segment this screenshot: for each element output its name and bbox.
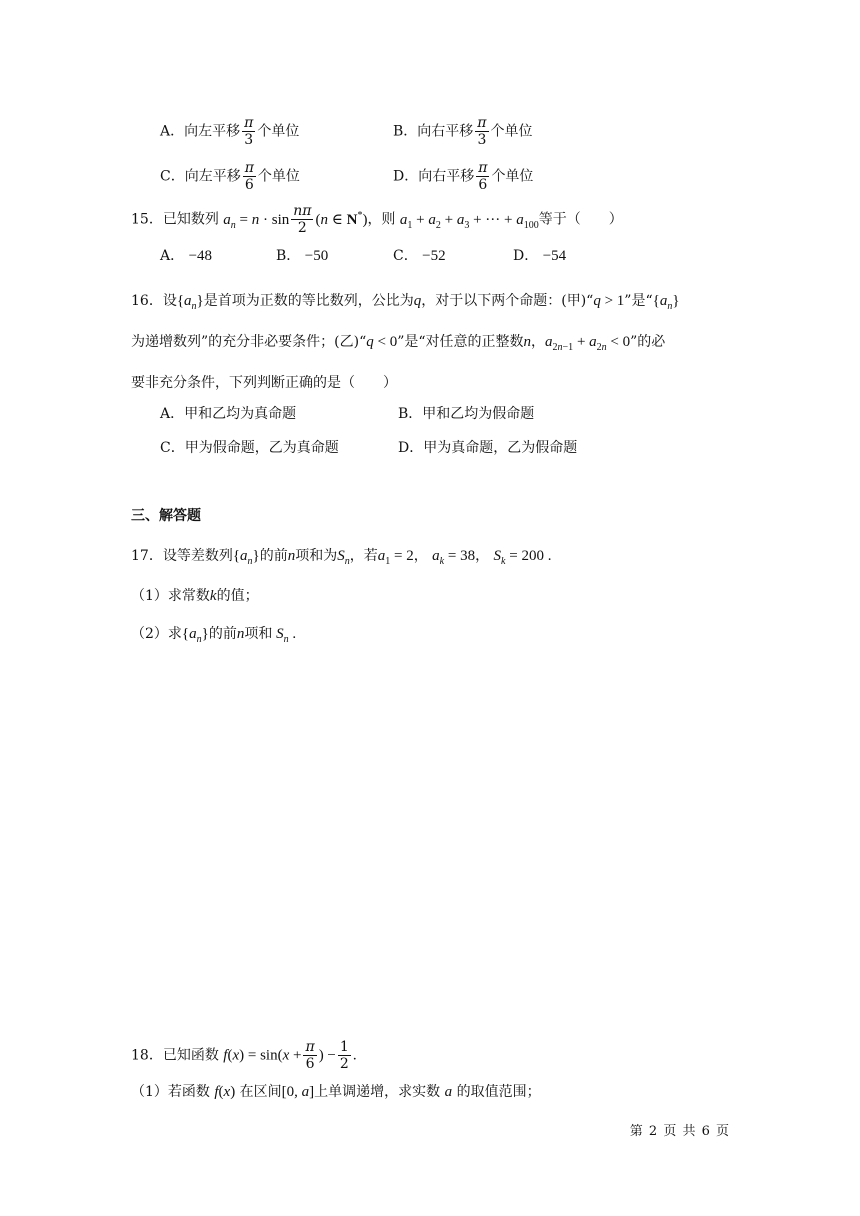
- formula-n: n: [236, 626, 245, 642]
- fraction: [242, 116, 255, 147]
- question-number: 17．: [131, 548, 163, 564]
- numerator: π: [305, 1039, 315, 1055]
- q16-line-2: [131, 332, 665, 358]
- option-label: B．: [398, 406, 423, 422]
- q16-line-3: [131, 373, 397, 393]
- question-text: 的值；: [216, 588, 259, 604]
- formula-an: $a_n = n \cdot \sin$: [223, 211, 290, 231]
- formula-domain: (n ∈ N*): [315, 209, 368, 228]
- page-footer: 第 2 页 共 6 页: [629, 1124, 730, 1139]
- option-label: D．: [513, 248, 539, 264]
- option-text: 个单位: [257, 123, 300, 140]
- option-text: 个单位: [490, 123, 533, 140]
- formula-k: k: [209, 588, 217, 604]
- numerator: π: [478, 160, 488, 176]
- formula-q-lt-0: q < 0: [366, 334, 398, 350]
- formula-sum: $a_1 + a_2 + a_3$ + ··· + $a_{100}$: [399, 211, 539, 231]
- question-text: 上单调递增，求实数: [314, 1084, 441, 1100]
- question-text: ，对于以下两个命题：(甲)“: [421, 293, 594, 309]
- question-text: 在区间: [239, 1084, 282, 1100]
- fraction: [303, 1040, 316, 1071]
- question-text: 已知函数: [162, 1047, 219, 1064]
- fraction: [291, 204, 313, 235]
- question-number: 16．: [131, 293, 163, 309]
- formula-n: n: [287, 548, 296, 564]
- option-text: 甲和乙均为真命题: [184, 406, 297, 422]
- fraction: [475, 116, 488, 147]
- denominator: 6: [244, 177, 254, 193]
- option-label: A．: [160, 248, 185, 264]
- option-text: 甲为假命题，乙为真命题: [184, 440, 339, 456]
- numerator: π: [477, 115, 487, 131]
- q16-option-b: [398, 404, 534, 424]
- option-value: −54: [542, 248, 567, 264]
- question-text: 设等差数列: [162, 548, 233, 564]
- option-text: 个单位: [257, 168, 300, 185]
- q15-option-a: [160, 246, 212, 266]
- option-label: D．: [398, 440, 424, 456]
- option-label: C．: [160, 168, 185, 185]
- formula-interval: [0, a]: [281, 1084, 315, 1100]
- q16-option-a: [160, 404, 296, 424]
- question-text: （1）若函数: [131, 1084, 210, 1100]
- option-text: 向右平移: [418, 168, 475, 185]
- q16-option-c: [160, 438, 339, 458]
- numerator: nπ: [293, 203, 312, 219]
- question-text: ”是“对任意的正整数: [397, 334, 524, 350]
- formula-q: q: [413, 293, 422, 309]
- denominator: 6: [305, 1056, 315, 1072]
- formula-sum-neg: $a_{2n-1} + a_{2n} < 0$: [545, 334, 631, 353]
- question-text: ，: [413, 548, 428, 564]
- option-label: A．: [160, 123, 185, 140]
- question-text: 为递增数列”的充分非必要条件；(乙)“: [131, 334, 367, 350]
- question-text: 是首项为正数的等比数列，公比为: [203, 293, 414, 309]
- question-text: 的前: [259, 548, 288, 564]
- q15-option-c: [393, 246, 446, 266]
- q14-option-d: [393, 161, 533, 192]
- fraction: [243, 161, 256, 192]
- formula-f-tail: ) −: [318, 1047, 336, 1064]
- q18-stem: 18．已知函数 f(x) = sin(x + $\frac{\pi}{6}$ ) − $\frac{1}{2}$ .: [131, 1039, 357, 1072]
- question-text: 等于（ ）: [538, 211, 623, 228]
- q17-sub-1: [131, 586, 259, 606]
- denominator: 2: [297, 220, 307, 236]
- formula-q-gt-1: q > 1: [593, 293, 625, 309]
- question-text: ，: [475, 548, 490, 564]
- formula-n: n: [523, 334, 532, 350]
- formula-f: f(x) = sin(x +: [223, 1047, 302, 1064]
- option-label: D．: [393, 168, 419, 185]
- question-text: 已知数列: [162, 211, 219, 228]
- question-text: 要非充分条件，下列判断正确的是（ ）: [131, 375, 397, 391]
- option-label: C．: [393, 248, 418, 264]
- denominator: 2: [339, 1056, 349, 1072]
- q16-line-1: [131, 291, 680, 317]
- formula-sn: $S_n$: [337, 548, 350, 567]
- question-text: 项和为: [295, 548, 338, 564]
- formula-fx: f(x): [214, 1084, 236, 1100]
- formula-seq: $\{a_n\}$: [176, 293, 204, 312]
- q16-option-d: [398, 438, 577, 458]
- q14-option-a: [160, 116, 299, 147]
- option-label: B．: [393, 123, 418, 140]
- q15-stem: [131, 204, 623, 236]
- section-title: 三、解答题: [131, 508, 201, 524]
- denominator: 3: [477, 132, 487, 148]
- question-text: 设: [162, 293, 177, 309]
- option-label: C．: [160, 440, 185, 456]
- question-text: 项和: [244, 626, 273, 642]
- option-text: 向左平移: [184, 123, 241, 140]
- fraction: [338, 1040, 351, 1071]
- question-text: 的前: [208, 626, 237, 642]
- formula-ak: $a_k = 38$: [432, 548, 476, 567]
- question-text: ，: [531, 334, 546, 350]
- option-label: B．: [276, 248, 301, 264]
- formula-sk: $S_k = 200$ .: [493, 548, 552, 567]
- formula-a1: $a_1 = 2$: [377, 548, 414, 567]
- question-text: 的取值范围；: [456, 1084, 541, 1100]
- option-value: −52: [422, 248, 446, 264]
- question-text: ，则: [367, 211, 396, 228]
- q15-option-b: [276, 246, 328, 266]
- q14-option-c: [160, 161, 300, 192]
- formula-seq: $\{a_n\}$: [232, 548, 260, 567]
- formula-seq: $\{a_n\}$: [652, 293, 680, 312]
- question-text: （1）求常数: [131, 588, 210, 604]
- question-number: 15．: [131, 211, 163, 228]
- option-text: 向左平移: [184, 168, 241, 185]
- option-text: 个单位: [491, 168, 534, 185]
- numerator: π: [244, 115, 254, 131]
- q14-option-b: [393, 116, 533, 147]
- q17-stem: [131, 546, 551, 572]
- option-value: −50: [304, 248, 329, 264]
- question-number: 18．: [131, 1047, 163, 1064]
- option-text: 向右平移: [417, 123, 474, 140]
- numerator: π: [244, 160, 254, 176]
- option-text: 甲为真命题，乙为假命题: [423, 440, 578, 456]
- option-text: 甲和乙均为假命题: [422, 406, 535, 422]
- q18-sub-1: [131, 1082, 541, 1102]
- numerator: 1: [339, 1039, 349, 1055]
- question-text: ”的必: [630, 334, 666, 350]
- question-text: ”是“: [624, 293, 653, 309]
- question-text: ，若: [349, 548, 378, 564]
- option-label: A．: [160, 406, 185, 422]
- denominator: 3: [244, 132, 254, 148]
- q15-option-d: [513, 246, 566, 266]
- q17-sub-2: [131, 624, 296, 650]
- question-text: （2）求: [131, 626, 182, 642]
- denominator: 6: [478, 177, 488, 193]
- formula-seq: $\{a_n\}$: [181, 626, 209, 645]
- option-value: −48: [188, 248, 213, 264]
- formula-sn: $S_n$ .: [276, 626, 297, 645]
- fraction: [476, 161, 489, 192]
- formula-a: a: [444, 1084, 453, 1100]
